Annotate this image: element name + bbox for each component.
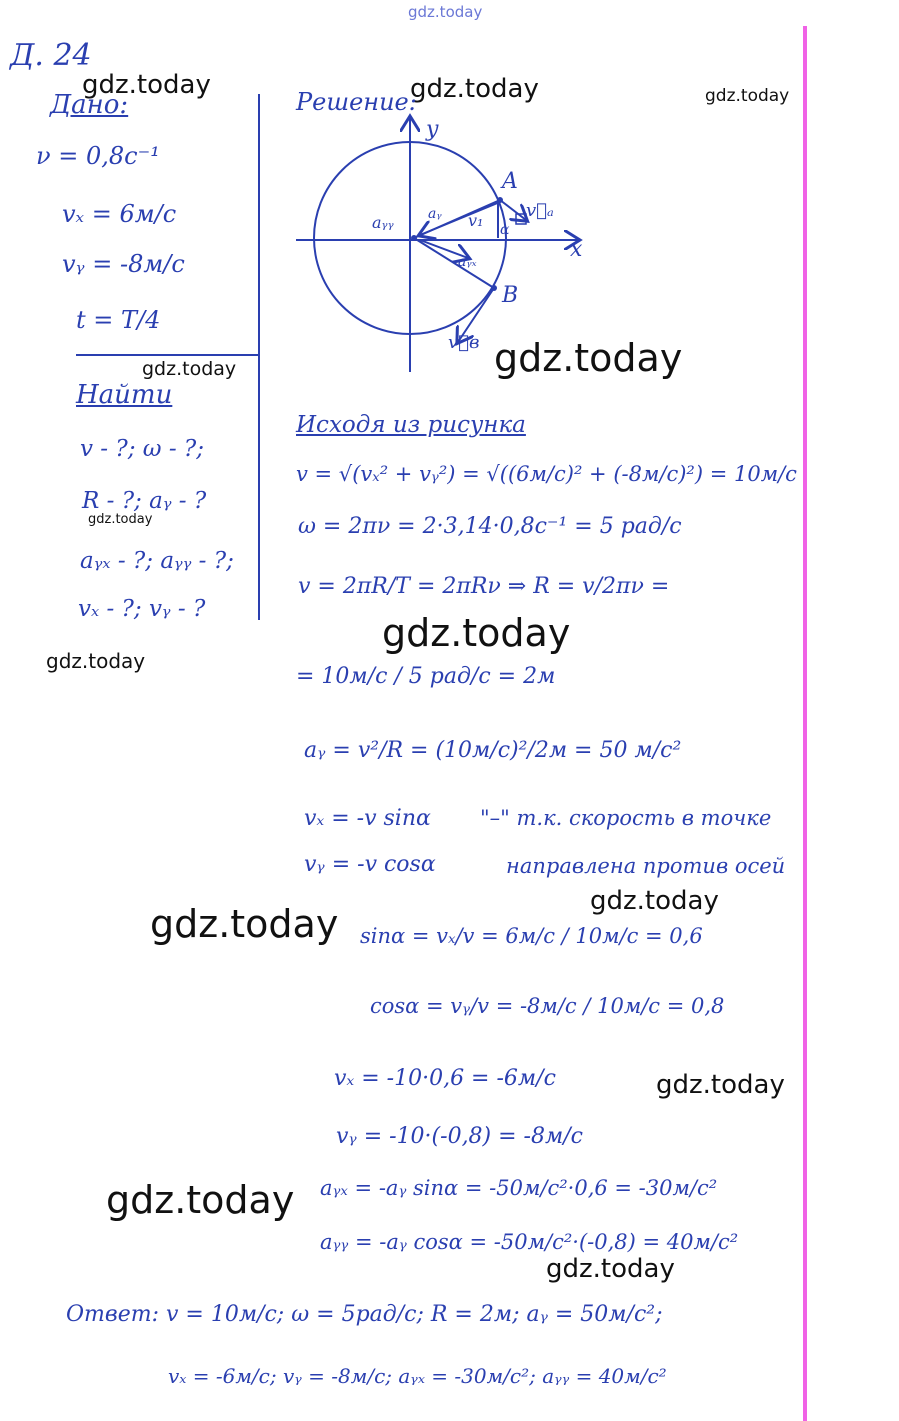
problem-number: Д. 24 bbox=[10, 38, 92, 73]
label-ayy: aᵧᵧ bbox=[372, 213, 394, 232]
center-point bbox=[411, 235, 417, 241]
watermark: gdz.today bbox=[494, 336, 683, 380]
solution-line: Исходя из рисунка bbox=[296, 412, 526, 438]
answer-line: vₓ = -6м/с; vᵧ = -8м/с; aᵧₓ = -30м/с²; aᵧᵧ = 40м/с² bbox=[168, 1364, 667, 1388]
label-b: B bbox=[502, 283, 519, 308]
solution-line: sinα = vₓ/v = 6м/с / 10м/с = 0,6 bbox=[360, 924, 703, 948]
label-y: y bbox=[426, 117, 439, 142]
label-v1: v₁ bbox=[468, 211, 484, 230]
given-line: vₓ = 6м/с bbox=[62, 200, 177, 228]
label-ayx: aᵧₓ bbox=[458, 254, 477, 270]
find-line: v - ?; ω - ?; bbox=[80, 436, 205, 462]
watermark: gdz.today bbox=[150, 902, 339, 946]
solution-line: vᵧ = -v cosα bbox=[304, 852, 436, 877]
find-line: vₓ - ?; vᵧ - ? bbox=[78, 596, 206, 622]
solution-line: v = 2πR/T = 2πRν ⇒ R = v/2πν = bbox=[298, 574, 670, 599]
circle-diagram bbox=[288, 110, 598, 380]
given-line: ν = 0,8с⁻¹ bbox=[36, 142, 160, 170]
watermark: gdz.today bbox=[546, 1254, 675, 1284]
solution-line: vᵧ = -10·(-0,8) = -8м/с bbox=[336, 1124, 583, 1149]
watermark: gdz.today bbox=[46, 649, 146, 673]
answer-line: Ответ: v = 10м/с; ω = 5рад/с; R = 2м; aᵧ = 50м/с²; bbox=[66, 1302, 663, 1327]
label-x: x bbox=[570, 237, 583, 262]
solution-line: = 10м/с / 5 рад/с = 2м bbox=[296, 664, 556, 689]
watermark: gdz.today bbox=[705, 86, 790, 106]
solution-line: aᵧᵧ = -aᵧ cosα = -50м/с²·(-0,8) = 40м/с² bbox=[320, 1230, 739, 1254]
given-divider bbox=[76, 354, 260, 356]
solution-line: aᵧₓ = -aᵧ sinα = -50м/с²·0,6 = -30м/с² bbox=[320, 1176, 718, 1200]
given-heading: Дано: bbox=[50, 90, 129, 120]
solution-line: v = √(vₓ² + vᵧ²) = √((6м/с)² + (-8м/с)²) = 10м/с bbox=[296, 462, 797, 486]
point-b bbox=[491, 285, 497, 291]
point-a bbox=[497, 197, 503, 203]
find-heading: Найти bbox=[76, 380, 173, 410]
solution-heading: Решение: bbox=[296, 88, 417, 116]
solution-line: направлена против осей bbox=[506, 854, 786, 878]
watermark: gdz.today bbox=[656, 1070, 785, 1100]
watermark: gdz.today bbox=[408, 3, 483, 21]
given-line: vᵧ = -8м/с bbox=[62, 250, 185, 278]
margin-line bbox=[803, 26, 807, 1421]
solution-line: vₓ = -10·0,6 = -6м/с bbox=[334, 1066, 556, 1091]
watermark: gdz.today bbox=[590, 886, 719, 916]
watermark: gdz.today bbox=[382, 611, 571, 655]
solution-line: vₓ = -v sinα bbox=[304, 806, 431, 831]
given-vertical-divider bbox=[258, 94, 260, 620]
find-line: R - ?; aᵧ - ? bbox=[82, 488, 207, 514]
solution-line: "–" т.к. скорость в точке bbox=[480, 806, 772, 830]
radius-b bbox=[414, 238, 494, 288]
solution-line: ω = 2πν = 2·3,14·0,8с⁻¹ = 5 рад/с bbox=[298, 514, 682, 539]
label-ay: aᵧ bbox=[428, 206, 442, 222]
given-line: t = T/4 bbox=[76, 306, 161, 334]
watermark: gdz.today bbox=[106, 1178, 295, 1222]
watermark: gdz.today bbox=[410, 74, 539, 104]
watermark: gdz.today bbox=[142, 358, 237, 380]
solution-line: cosα = vᵧ/v = -8м/с / 10м/с = 0,8 bbox=[370, 994, 725, 1018]
label-vb: v⃗в bbox=[448, 332, 480, 353]
watermark: gdz.today bbox=[82, 70, 211, 100]
solution-line: aᵧ = v²/R = (10м/с)²/2м = 50 м/с² bbox=[304, 738, 682, 763]
label-a: A bbox=[502, 169, 518, 194]
label-va: v⃗ₐ bbox=[526, 200, 554, 221]
label-alpha: α bbox=[500, 222, 510, 238]
watermark: gdz.today bbox=[88, 512, 153, 527]
find-line: aᵧₓ - ?; aᵧᵧ - ?; bbox=[80, 548, 234, 574]
